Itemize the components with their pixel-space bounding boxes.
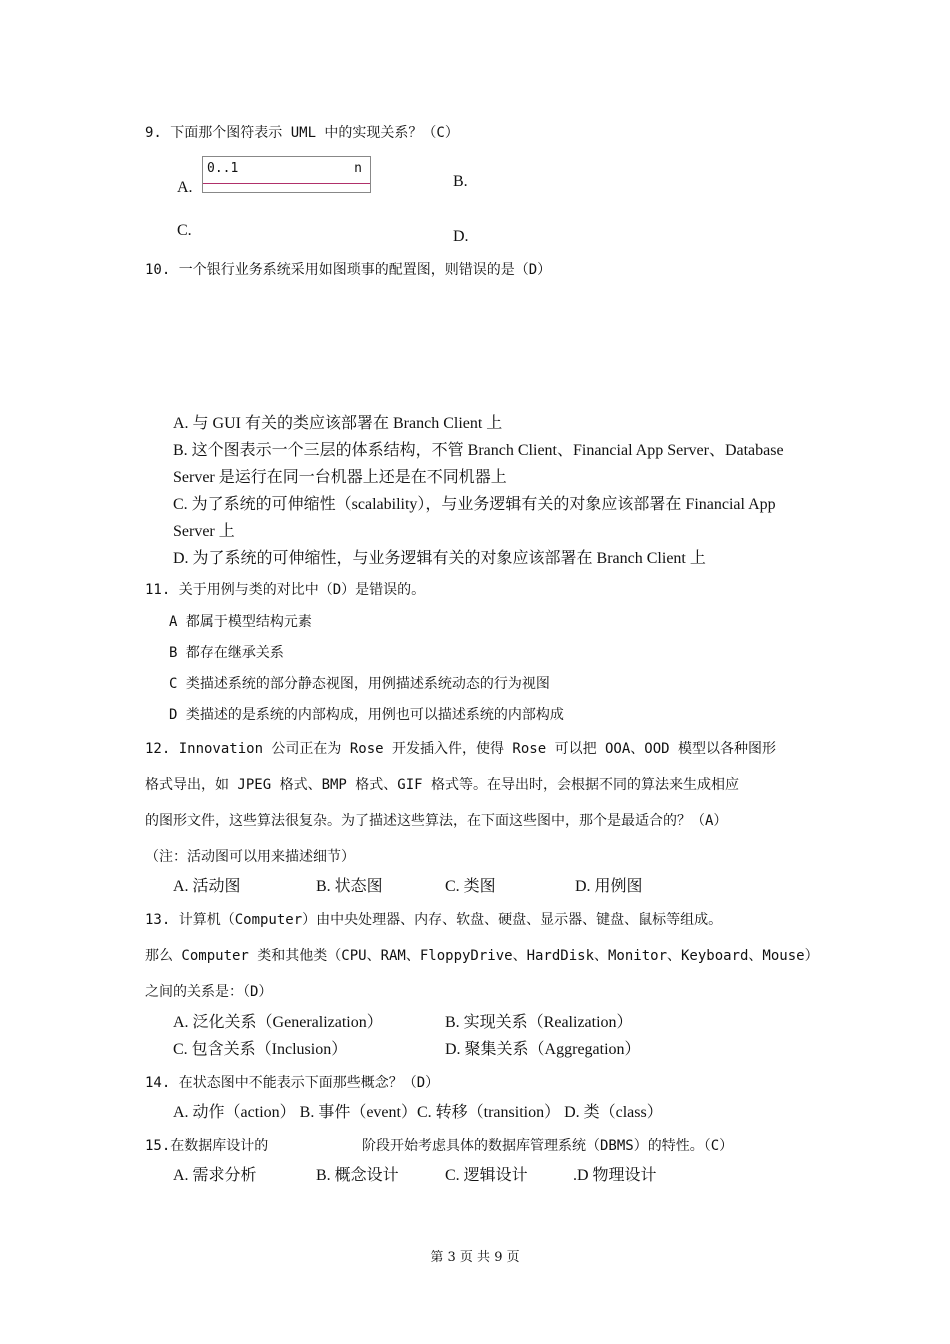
q13-option-a: A. 泛化关系（Generalization） [173, 1014, 383, 1031]
association-line [203, 183, 370, 184]
q12-note: （注：活动图可以用来描述细节） [145, 849, 355, 865]
q15-option-b: B. 概念设计 [316, 1167, 399, 1184]
q15-question-part2: 阶段开始考虑具体的数据库管理系统（DBMS）的特性。（C） [362, 1138, 734, 1154]
q9-option-b: B. [453, 173, 468, 190]
q12-line3: 的图形文件，这些算法很复杂。为了描述这些算法，在下面这些图中，那个是最适合的？（A） [145, 813, 728, 829]
q15-option-d: .D 物理设计 [573, 1167, 657, 1184]
q14-options: A. 动作（action） B. 事件（event）C. 转移（transition） D. 类（class） [173, 1104, 663, 1121]
q12-option-b: B. 状态图 [316, 878, 383, 895]
q9-option-c: C. [177, 222, 192, 239]
q10-option-b-line1: B. 这个图表示一个三层的体系结构，不管 Branch Client、Financial App Server、Database [173, 442, 784, 459]
q12-option-d: D. 用例图 [575, 878, 643, 895]
q15-option-c: C. 逻辑设计 [445, 1167, 528, 1184]
q11-option-a: A 都属于模型结构元素 [169, 614, 312, 630]
multiplicity-right: n [354, 161, 362, 176]
q12-line2: 格式导出，如 JPEG 格式、BMP 格式、GIF 格式等。在导出时，会根据不同的算法来生成相应 [145, 777, 739, 793]
page-footer: 第 3 页 共 9 页 [430, 1250, 520, 1265]
q13-option-c: C. 包含关系（Inclusion） [173, 1041, 348, 1058]
q13-line3: 之间的关系是：（D） [145, 984, 273, 1000]
q10-option-c-line2: Server 上 [173, 523, 235, 540]
q10-option-b-line2: Server 是运行在同一台机器上还是在不同机器上 [173, 469, 507, 486]
q14-question: 14. 在状态图中不能表示下面那些概念？（D） [145, 1075, 440, 1091]
q10-option-c-line1: C. 为了系统的可伸缩性（scalability），与业务逻辑有关的对象应该部署在 Financial App [173, 496, 776, 513]
q12-option-c: C. 类图 [445, 878, 496, 895]
q13-line1: 13. 计算机（Computer）由中央处理器、内存、软盘、硬盘、显示器、键盘、鼠标等组成。 [145, 912, 723, 928]
q9-option-d: D. [453, 228, 469, 245]
q13-option-b: B. 实现关系（Realization） [445, 1014, 633, 1031]
q10-question: 10. 一个银行业务系统采用如图琐事的配置图，则错误的是（D） [145, 262, 552, 278]
q10-option-a: A. 与 GUI 有关的类应该部署在 Branch Client 上 [173, 415, 503, 432]
q11-option-b: B 都存在继承关系 [169, 645, 284, 661]
q15-question-part1: 15.在数据库设计的 [145, 1138, 269, 1154]
q12-option-a: A. 活动图 [173, 878, 241, 895]
q13-option-d: D. 聚集关系（Aggregation） [445, 1041, 641, 1058]
q9-option-a: A. [177, 179, 193, 196]
q11-question: 11. 关于用例与类的对比中（D）是错误的。 [145, 582, 426, 598]
q12-line1: 12. Innovation 公司正在为 Rose 开发插入件，使得 Rose 可以把 OOA、OOD 模型以各种图形 [145, 741, 777, 757]
q10-option-d: D. 为了系统的可伸缩性，与业务逻辑有关的对象应该部署在 Branch Client 上 [173, 550, 706, 567]
uml-association-diagram [202, 156, 371, 193]
q15-option-a: A. 需求分析 [173, 1167, 257, 1184]
q13-line2: 那么 Computer 类和其他类（CPU、RAM、FloppyDrive、HardDisk、Monitor、Keyboard、Mouse） [145, 948, 819, 964]
q11-option-d: D 类描述的是系统的内部构成，用例也可以描述系统的内部构成 [169, 707, 564, 723]
q11-option-c: C 类描述系统的部分静态视图，用例描述系统动态的行为视图 [169, 676, 550, 692]
q9-question: 9. 下面那个图符表示 UML 中的实现关系？（C） [145, 125, 459, 141]
multiplicity-left: 0..1 [207, 161, 239, 176]
